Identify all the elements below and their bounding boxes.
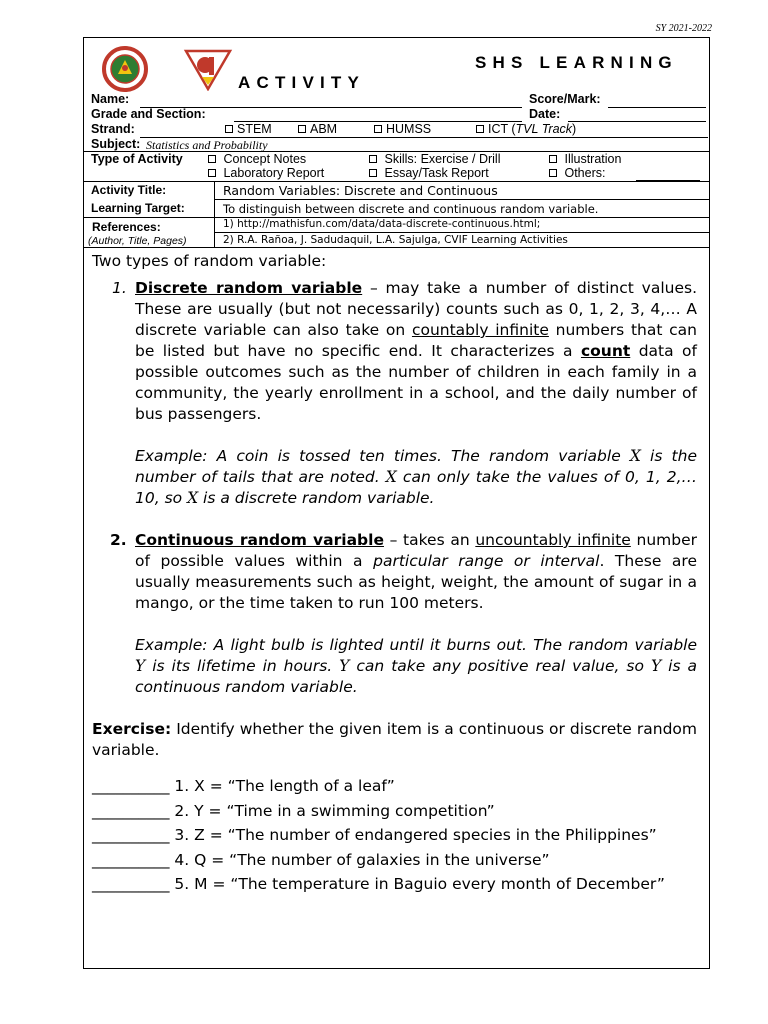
type-others[interactable]: Others: <box>549 166 605 180</box>
school-year: SY 2021-2022 <box>655 23 712 34</box>
discrete-number: 1. <box>112 279 127 297</box>
divider <box>84 181 709 182</box>
type-of-activity-label: Type of Activity <box>91 152 183 166</box>
score-label: Score/Mark: <box>529 92 601 106</box>
continuous-definition: Continuous random variable – takes an uncountably infinite number of possible values within a particular range or interval. These are usually measurements such as height, weight, the amount of sugar in a mango, or the time taken to run 100 meters. <box>135 531 697 612</box>
school-seal-icon <box>102 46 148 92</box>
discrete-example: Example: A coin is tossed ten times. The random variable X is the number of tails that are noted. X can only take the values of 0, 1, 2,…10, so X is a discrete random variable. <box>135 447 697 507</box>
strand-abm[interactable]: ABM <box>298 122 337 136</box>
lesson-content <box>92 251 697 897</box>
type-skills[interactable]: Skills: Exercise / Drill <box>369 152 500 166</box>
exercise-item-5[interactable]: __________ 5. M = “The temperature in Baguio every month of December” <box>92 875 665 893</box>
name-label: Name: <box>91 92 130 106</box>
column-divider <box>214 181 215 247</box>
discrete-definition: Discrete random variable – may take a number of distinct values. These are usually (but not necessarily) counts such as 0, 1, 2, 3, 4,… A discrete variable can also take on countably infinite numbers that can be listed but have no specific end. It characterizes a count data of possible outcomes such as the number of children in each family in a community, the yearly enrollment in a school, and the daily number of bus passengers. <box>135 279 697 423</box>
references-label: References: <box>92 220 161 234</box>
type-concept-notes[interactable]: Concept Notes <box>208 152 306 166</box>
strand-ict[interactable]: ICT (TVL Track) <box>476 122 576 136</box>
concept-notes-checkbox[interactable] <box>208 155 216 163</box>
strand-label: Strand: <box>91 122 135 136</box>
subject-label: Subject: <box>91 137 141 151</box>
score-field[interactable] <box>608 107 706 108</box>
strand-humss[interactable]: HUMSS <box>374 122 431 136</box>
continuous-term: Continuous random variable <box>135 531 384 549</box>
date-field[interactable] <box>568 121 706 122</box>
activity-title-label: Activity Title: <box>91 183 167 197</box>
ict-checkbox[interactable] <box>476 125 484 133</box>
exercise-item-4[interactable]: __________ 4. Q = “The number of galaxies in the universe” <box>92 850 550 869</box>
stem-checkbox[interactable] <box>225 125 233 133</box>
strand-stem[interactable]: STEM <box>225 122 272 136</box>
intro-text: Two types of random variable: <box>92 252 327 270</box>
divider <box>214 199 709 200</box>
references-sublabel: (Author, Title, Pages) <box>88 235 187 247</box>
skills-checkbox[interactable] <box>369 155 377 163</box>
date-label: Date: <box>529 107 561 121</box>
title-line-1: SHS LEARNING <box>475 53 678 72</box>
divider <box>84 247 709 248</box>
count-term: count <box>580 342 631 360</box>
exercise-label: Exercise: <box>92 720 172 738</box>
discrete-section <box>92 278 697 509</box>
learning-target-label: Learning Target: <box>91 201 185 215</box>
title-line-2: ACTIVITY <box>238 73 366 92</box>
illustration-checkbox[interactable] <box>549 155 557 163</box>
discrete-term: Discrete random variable <box>135 279 363 297</box>
exercise-instruction: Exercise: Identify whether the given item is a continuous or discrete random variable. <box>92 720 697 759</box>
learning-target: To distinguish between discrete and continuous random variable. <box>223 202 599 216</box>
reference-2: 2) R.A. Rañoa, J. Sadudaquil, L.A. Sajulga, CVIF Learning Activities <box>223 234 568 246</box>
exercise-list <box>92 774 697 897</box>
others-checkbox[interactable] <box>549 169 557 177</box>
grade-section-label: Grade and Section: <box>91 107 206 121</box>
exercise-item-2[interactable]: __________ 2. Y = “Time in a swimming competition” <box>92 801 495 820</box>
humss-checkbox[interactable] <box>374 125 382 133</box>
essay-checkbox[interactable] <box>369 169 377 177</box>
continuous-number: 2. <box>110 531 127 549</box>
subject-value: Statistics and Probability <box>146 138 268 152</box>
abm-checkbox[interactable] <box>298 125 306 133</box>
exercise-item-1[interactable]: __________ 1. X = “The length of a leaf” <box>92 777 395 795</box>
cvif-logo-icon <box>182 43 234 91</box>
continuous-section <box>92 530 697 698</box>
type-illustration[interactable]: Illustration <box>549 152 621 166</box>
activity-title: Random Variables: Discrete and Continuous <box>223 183 498 198</box>
exercise-item-3[interactable]: __________ 3. Z = “The number of endangered species in the Philippines” <box>92 826 657 844</box>
type-essay[interactable]: Essay/Task Report <box>369 166 489 180</box>
type-lab-report[interactable]: Laboratory Report <box>208 166 324 180</box>
reference-1[interactable]: 1) http://mathisfun.com/data/data-discrete-continuous.html; <box>223 218 541 230</box>
continuous-example: Example: A light bulb is lighted until it burns out. The random variable Y is its lifetime in hours. Y can take any positive real value, so Y is a continuous random variable. <box>135 636 697 696</box>
activity-sheet <box>83 37 710 969</box>
divider <box>214 232 709 233</box>
lab-report-checkbox[interactable] <box>208 169 216 177</box>
